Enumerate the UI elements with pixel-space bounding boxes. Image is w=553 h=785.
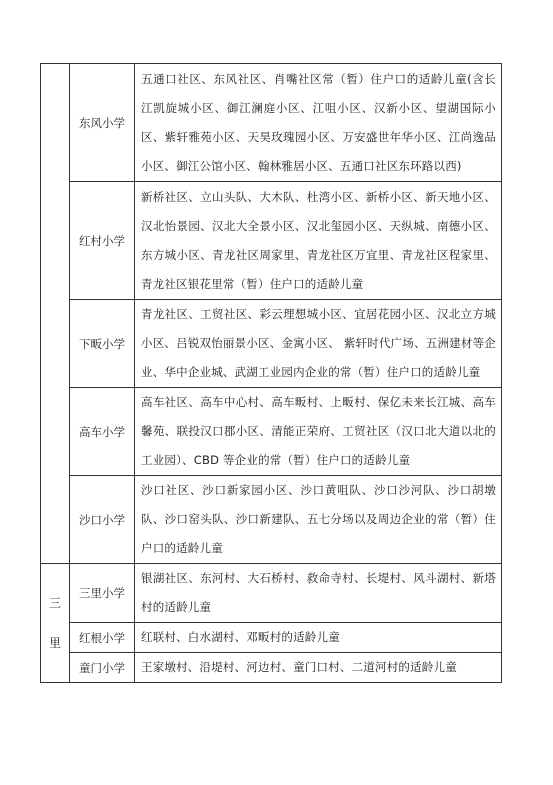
- table-row: [41, 64, 502, 182]
- group-cell: [41, 64, 70, 564]
- school-name: 红村小学: [70, 182, 135, 300]
- school-name: 红根小学: [70, 623, 135, 653]
- enrollment-zone-table: [40, 63, 502, 683]
- table-row: [41, 653, 502, 683]
- school-name: 东风小学: [70, 64, 135, 182]
- school-name: 三里小学: [70, 564, 135, 623]
- table-row: [41, 388, 502, 476]
- table-row: [41, 564, 502, 623]
- zone-description: 红联村、白水湖村、邓畈村的适龄儿童: [135, 623, 502, 653]
- school-name: 童门小学: [70, 653, 135, 683]
- group-cell: 三 里: [41, 564, 70, 683]
- zone-description: 五通口社区、东风社区、肖嘴社区常（暂）住户口的适龄儿童(含长江凯旋城小区、御江澜庭小区、江咀小区、汉新小区、望湖国际小区、紫轩雅苑小区、天昊玫瑰园小区、万安盛世年华小区、江尚逸品小区、御江公馆小区、翰林雅居小区、五通口社区东环路以西): [135, 64, 502, 182]
- zone-description: 青龙社区、工贸社区、彩云理想城小区、宜居花园小区、汉北立方城小区、吕锐双怡丽景小区、金寓小区、 紫轩时代广场、五洲建材等企业、华中企业城、武湖工业园内企业的常（暂）住户口的适龄儿童: [135, 300, 502, 388]
- school-name: 沙口小学: [70, 476, 135, 564]
- table-row: [41, 623, 502, 653]
- zone-description: 新桥社区、立山头队、大木队、杜湾小区、新桥小区、新天地小区、汉北怡景园、汉北大全景小区、汉北玺园小区、天纵城、南德小区、东方城小区、青龙社区周家里、青龙社区万宜里、青龙社区程家里、青龙社区银花里常（暂）住户口的适龄儿童: [135, 182, 502, 300]
- zone-description: 高车社区、高车中心村、高车畈村、上畈村、保亿未来长江城、高车馨苑、联投汉口郡小区、清能正荣府、工贸社区（汉口北大道以北的工业园）、CBD 等企业的常（暂）住户口的适龄儿童: [135, 388, 502, 476]
- school-name: 下畈小学: [70, 300, 135, 388]
- zone-description: 银湖社区、东河村、大石桥村、救命寺村、长堤村、风斗湖村、新塔村的适龄儿童: [135, 564, 502, 623]
- zone-description: 沙口社区、沙口新家园小区、沙口黄咀队、沙口沙河队、沙口胡墩队、沙口窑头队、沙口新建队、五七分场以及周边企业的常（暂）住户口的适龄儿童: [135, 476, 502, 564]
- table-row: [41, 300, 502, 388]
- zone-description: 王家墩村、沿堤村、河边村、童门口村、二道河村的适龄儿童: [135, 653, 502, 683]
- table-row: [41, 476, 502, 564]
- school-name: 高车小学: [70, 388, 135, 476]
- table-row: [41, 182, 502, 300]
